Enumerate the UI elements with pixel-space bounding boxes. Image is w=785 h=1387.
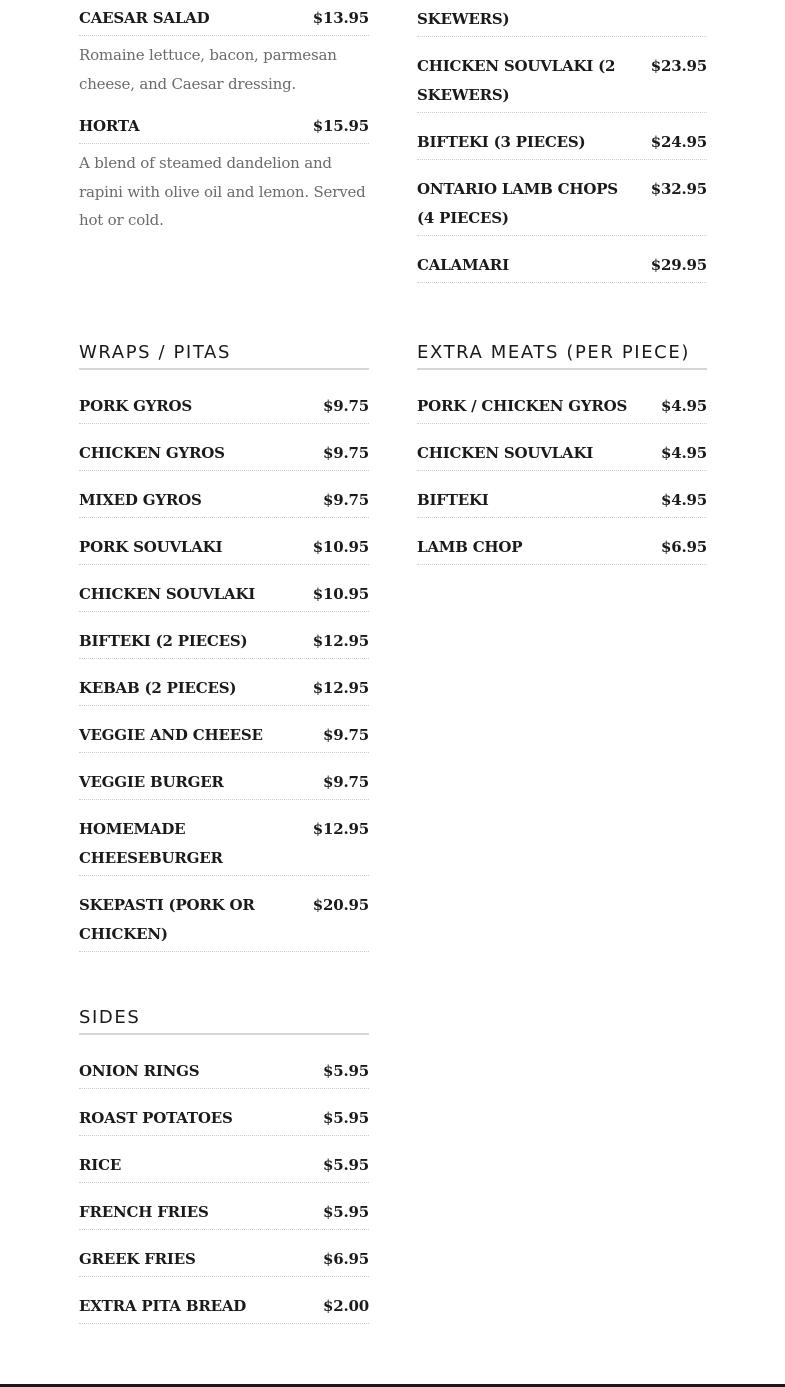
item-price: $24.95	[650, 133, 707, 151]
menu-item	[79, 486, 369, 518]
menu-item-chicken-souvlaki-skewers	[417, 52, 707, 113]
item-price: $6.95	[323, 1250, 369, 1268]
item-price: $15.95	[312, 117, 369, 135]
extra-meats-section	[417, 342, 707, 580]
menu-item-partial	[417, 5, 707, 37]
item-price: $4.95	[661, 397, 707, 415]
item-name: BIFTEKI (2 PIECES)	[79, 632, 248, 650]
item-name: ONTARIO LAMB CHOPS (4 PIECES)	[417, 180, 618, 227]
item-price: $32.95	[650, 180, 707, 198]
section-title: SIDES	[79, 1007, 369, 1035]
menu-item-bifteki-3	[417, 128, 707, 160]
menu-item	[417, 439, 707, 471]
item-price: $5.95	[323, 1203, 369, 1221]
menu-item	[79, 674, 369, 706]
menu-item	[79, 1292, 369, 1324]
salads-section	[79, 4, 369, 249]
menu-item	[79, 1057, 369, 1089]
item-price: $20.95	[312, 896, 369, 914]
item-price: $10.95	[312, 538, 369, 556]
item-price: $13.95	[312, 9, 369, 27]
item-description: A blend of steamed dandelion and rapini with olive oil and lemon. Served hot or cold.	[79, 154, 366, 229]
item-name: GREEK FRIES	[79, 1250, 196, 1268]
menu-item	[79, 1104, 369, 1136]
section-title: EXTRA MEATS (PER PIECE)	[417, 342, 707, 370]
section-title: WRAPS / PITAS	[79, 342, 369, 370]
item-name: FRENCH FRIES	[79, 1203, 209, 1221]
menu-item	[79, 768, 369, 800]
item-name: MIXED GYROS	[79, 491, 202, 509]
item-name: EXTRA PITA BREAD	[79, 1297, 247, 1315]
item-name: SKEWERS)	[417, 10, 510, 28]
item-price: $5.95	[323, 1156, 369, 1174]
wraps-section	[79, 342, 369, 967]
item-price: $23.95	[650, 57, 707, 75]
menu-item-caesar-salad	[79, 4, 369, 36]
item-name: CHICKEN SOUVLAKI	[79, 585, 256, 603]
menu-item	[79, 580, 369, 612]
item-name: VEGGIE BURGER	[79, 773, 224, 791]
menu-item	[79, 627, 369, 659]
menu-item-horta	[79, 112, 369, 144]
item-name: HOMEMADE CHEESEBURGER	[79, 820, 223, 867]
sides-section	[79, 1007, 369, 1339]
item-price: $12.95	[312, 632, 369, 650]
item-name: ROAST POTATOES	[79, 1109, 233, 1127]
menu-item	[79, 1245, 369, 1277]
item-price: $10.95	[312, 585, 369, 603]
item-price: $12.95	[312, 820, 369, 838]
menu-item	[79, 1198, 369, 1230]
menu-item	[79, 721, 369, 753]
item-price: $12.95	[312, 679, 369, 697]
menu-item	[79, 439, 369, 471]
item-description: Romaine lettuce, bacon, parmesan cheese, and Caesar dressing.	[79, 46, 337, 93]
item-name: HORTA	[79, 117, 140, 135]
menu-item	[79, 533, 369, 565]
menu-item	[79, 815, 369, 876]
item-price: $5.95	[323, 1109, 369, 1127]
item-name: SKEPASTI (PORK OR CHICKEN)	[79, 896, 255, 943]
item-name: BIFTEKI (3 PIECES)	[417, 133, 586, 151]
menu-item	[79, 392, 369, 424]
menu-item-calamari	[417, 251, 707, 283]
menu-item	[79, 1151, 369, 1183]
item-name: ONION RINGS	[79, 1062, 200, 1080]
item-price: $2.00	[323, 1297, 369, 1315]
item-name: PORK SOUVLAKI	[79, 538, 223, 556]
item-name: CAESAR SALAD	[79, 9, 210, 27]
item-name: PORK GYROS	[79, 397, 192, 415]
menu-item-lamb-chops	[417, 175, 707, 236]
item-name: LAMB CHOP	[417, 538, 523, 556]
item-price: $9.75	[323, 397, 369, 415]
item-name: VEGGIE AND CHEESE	[79, 726, 263, 744]
item-price: $9.75	[323, 773, 369, 791]
menu-item	[79, 891, 369, 952]
item-price: $9.75	[323, 726, 369, 744]
item-name: CHICKEN SOUVLAKI	[417, 444, 594, 462]
item-price: $6.95	[661, 538, 707, 556]
item-name: RICE	[79, 1156, 122, 1174]
item-name: CHICKEN SOUVLAKI (2 SKEWERS)	[417, 57, 616, 104]
item-name: PORK / CHICKEN GYROS	[417, 397, 628, 415]
item-name: CHICKEN GYROS	[79, 444, 225, 462]
item-name: BIFTEKI	[417, 491, 489, 509]
item-name: KEBAB (2 PIECES)	[79, 679, 237, 697]
menu-item	[417, 486, 707, 518]
item-price: $29.95	[650, 256, 707, 274]
item-price: $9.75	[323, 444, 369, 462]
item-price: $4.95	[661, 444, 707, 462]
item-name: CALAMARI	[417, 256, 509, 274]
menu-item	[417, 392, 707, 424]
menu-item	[417, 533, 707, 565]
plates-section	[417, 5, 707, 298]
item-price: $9.75	[323, 491, 369, 509]
item-price: $5.95	[323, 1062, 369, 1080]
item-price: $4.95	[661, 491, 707, 509]
